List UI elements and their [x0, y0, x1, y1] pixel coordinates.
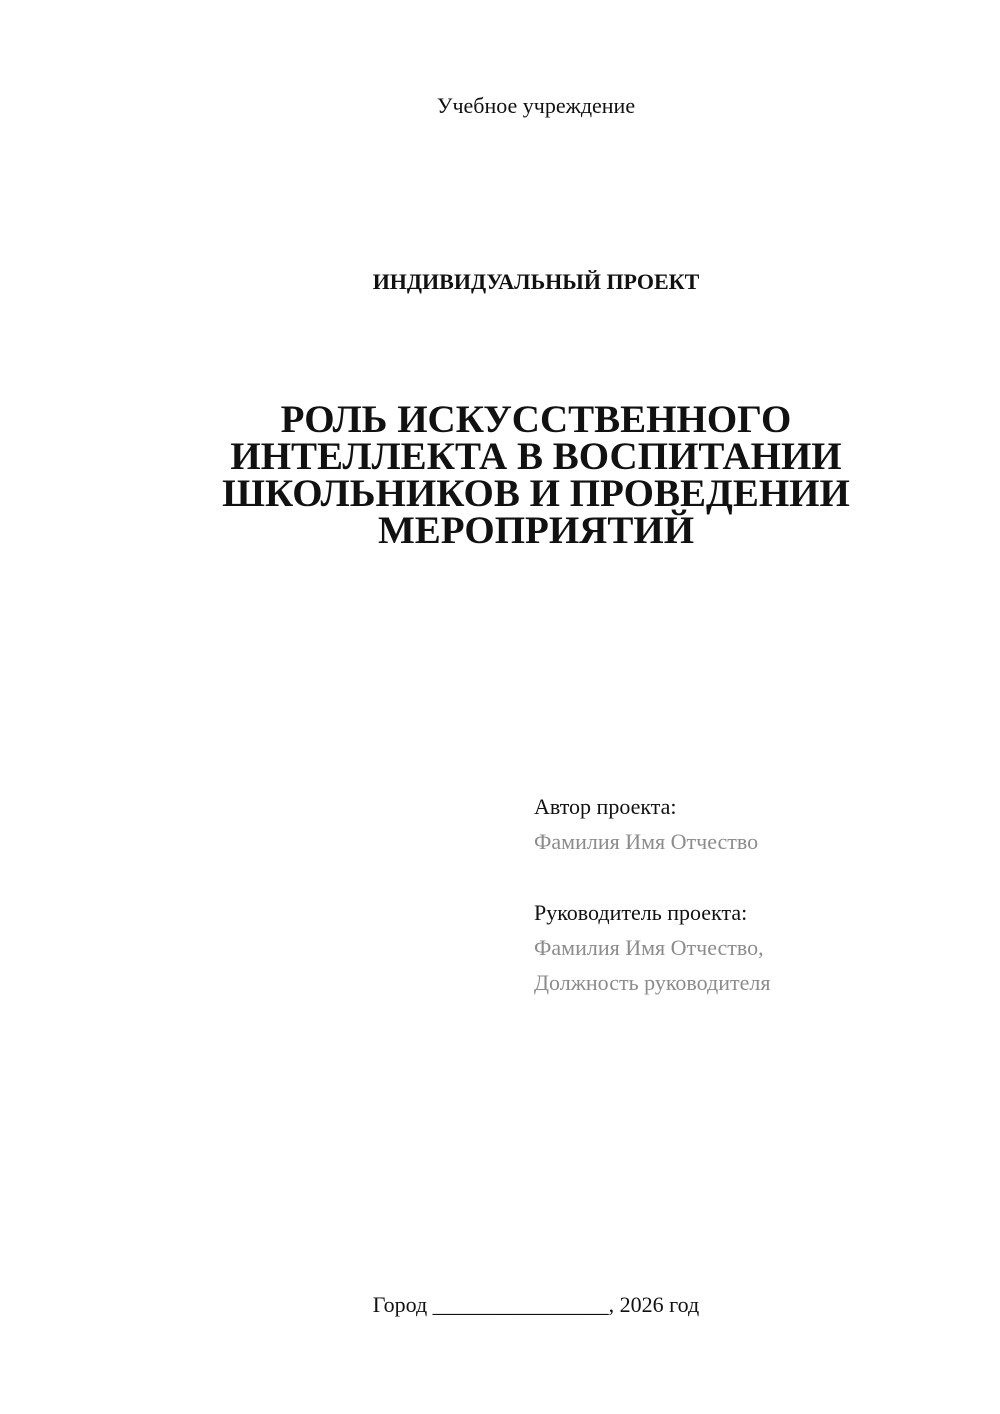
project-title-line: ШКОЛЬНИКОВ И ПРОВЕДЕНИИ: [222, 472, 850, 515]
author-label: Автор проекта:: [534, 794, 677, 819]
project-title-line: МЕРОПРИЯТИЙ: [377, 509, 695, 552]
block-spacer: [534, 859, 954, 895]
supervisor-label: Руководитель проекта:: [534, 900, 748, 925]
city-year-line: Город ________________, 2026 год: [372, 1292, 700, 1317]
institution-name: Учебное учреждение: [436, 93, 636, 118]
project-type-heading: ИНДИВИДУАЛЬНЫЙ ПРОЕКТ: [372, 269, 700, 294]
project-title-line: ИНТЕЛЛЕКТА В ВОСПИТАНИИ: [230, 435, 842, 478]
author-name-placeholder: Фамилия Имя Отчество: [534, 829, 759, 854]
supervisor-position-placeholder: Должность руководителя: [534, 970, 771, 995]
author-info-block: [534, 789, 954, 1000]
supervisor-name-placeholder: Фамилия Имя Отчество,: [534, 935, 764, 960]
project-title-line: РОЛЬ ИСКУССТВЕННОГО: [280, 398, 792, 441]
project-title: [100, 398, 972, 552]
